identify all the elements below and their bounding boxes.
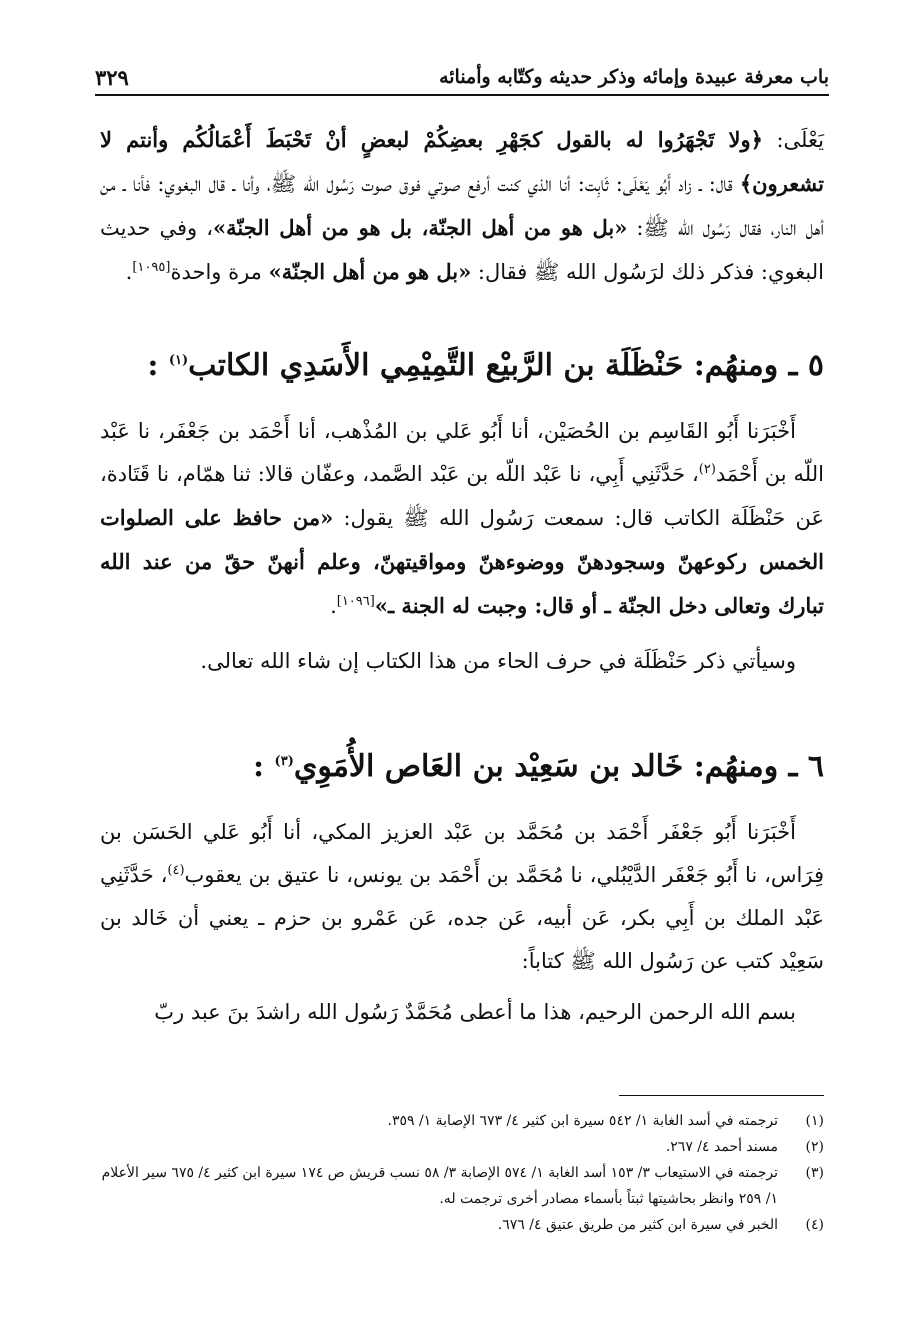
section-heading-6 <box>100 737 824 797</box>
hadith-quote: «من حافظ على الصلوات الخمس ركوعهنّ وسجودهنّ ووضوءهنّ ومواقيتهنّ، وعلم أنهنّ حقّ من عند الله تبارك وتعالى دخل الجنّة ـ أو قال: وجبت له الجنة ـ» <box>100 505 824 618</box>
heading-colon: : <box>147 348 169 383</box>
text-run: مرة واحدة <box>170 260 269 284</box>
running-header <box>95 60 829 96</box>
hadith-quote: «بل هو من أهل الجنّة» <box>268 259 472 284</box>
text-run: أَخْبَرَنا أَبُو جَعْفَر أَحْمَد بن مُحَمَّد بن عَبْد العزيز المكي، أنا أَبُو عَلي الحَسَن بن فِرَاس، نا أَبُو جَعْفَر الدَّيْبُلي، نا مُحَمَّد بن أَحْمَد بن يونس، نا عتيق بن يعقوب <box>100 820 824 887</box>
footnote-text: ترجمته في أسد الغابة ١/ ٥٤٢ سيرة ابن كثير ٤/ ٦٧٣ الإصابة ١/ ٣٥٩. <box>387 1113 778 1129</box>
footnote-text: ترجمته في الاستيعاب ٣/ ١٥٣ أسد الغابة ١/ ٥٧٤ الإصابة ٣/ ٥٨ نسب قريش ص ١٧٤ سيرة ابن كثير ٤/ ٦٧٥ سير الأعلام ١/ ٢٥٩ وانظر بحاشيتها ثبتاً بأسماء مصادر أخرى ترجمت له. <box>101 1165 778 1207</box>
section-6-letter: بسم الله الرحمن الرحيم، هذا ما أعطى مُحَمَّدٌ رَسُول الله راشدَ بنَ عبد ربّ <box>154 1000 796 1024</box>
footnote-number: (٢) <box>805 1139 824 1155</box>
heading-text: ٦ ـ ومنهُم: خَالد بن سَعِيْد بن العَاص الأُمَوِي <box>293 749 824 784</box>
hadith-number: [١٠٩٦] <box>336 594 375 609</box>
section-5-paragraph <box>100 410 824 628</box>
text-run: ، حَدَّثَنِي عَبْد الملك بن أَبِي بكر، عَن أبيه، عَن جده، عَن عَمْرو بن حزم ـ يعني أن خَالد بن سَعِيْد كتب عن رَسُول الله ﷺ كتاباً: <box>100 863 824 973</box>
footnote <box>100 1108 824 1134</box>
footnote-divider <box>619 1095 824 1096</box>
paragraph-continuation <box>100 118 824 294</box>
text-run: . <box>330 594 337 618</box>
section-6-paragraph <box>100 811 824 983</box>
footnote-ref: (٣) <box>274 754 294 769</box>
text-run: ، وفي حديث البغوي: فذكر ذلك لرَسُول الله ﷺ فقال: <box>100 216 824 284</box>
text-run: . <box>125 260 133 284</box>
footnote-text: مسند أحمد ٤/ ٢٦٧. <box>665 1139 778 1155</box>
hadith-number: [١٠٩٥] <box>132 260 171 275</box>
footnote-ref: (٤) <box>167 863 185 878</box>
text-run: قال: ـ زاد أَبُو يَعْلَى: ثَابِت: أنا الذي كنت أرفع صوتي فوق صوت رَسُول الله ﷺ، وأنا ـ قال البغوي: فأنا ـ من أهل النار، فقال رَسُول الله ﷺ: <box>100 172 824 240</box>
footnote-number: (٣) <box>805 1165 824 1181</box>
footnote-ref: (١) <box>168 353 189 368</box>
section-5-note: وسيأتي ذكر حَنْظَلَة في حرف الحاء من هذا الكتاب إن شاء الله تعالى. <box>200 649 796 673</box>
page-number: ٣٢٩ <box>95 64 129 90</box>
quran-quote: ﴿ولا تَجْهَرُوا له بالقول كجَهْرِ بعضِكُمْ لبعضٍ أنْ تَحْبَطَ أَعْمَالُكُم وأنتم لا تشعرون﴾ <box>100 127 824 196</box>
footnote-text: الخبر في سيرة ابن كثير من طريق عتيق ٤/ ٦٧٦. <box>497 1217 778 1233</box>
text-run: أَخْبَرَنا أَبُو القَاسِم بن الحُصَيْن، أنا أَبُو عَلي بن المُذْهب، أنا أَحْمَد بن جَعْفَر، نا عَبْد اللّه بن أَحْمَد <box>100 419 824 486</box>
footnote <box>100 1212 824 1238</box>
footnote-ref: (٢) <box>698 462 716 477</box>
footnote-number: (١) <box>805 1113 824 1129</box>
section-heading-5 <box>100 336 824 396</box>
chapter-title: باب معرفة عبيدة وإمائه وذكر حديثه وكتّابه وأمنائه <box>439 66 829 88</box>
text-run: يَعْلَى: <box>762 128 824 152</box>
footnote-number: (٤) <box>805 1217 824 1233</box>
text-run: ، حَدَّثَنِي أَبِي، نا عَبْد اللّه بن عَبْد الصَّمد، وعفّان قالا: ثنا همّام، نا قَتَادة، عَن حَنْظَلَة الكاتب قال: سمعت رَسُول الله ﷺ يقول: <box>100 462 825 530</box>
main-text <box>100 118 824 1034</box>
footnote <box>100 1134 824 1160</box>
heading-text: ٥ ـ ومنهُم: حَنْظَلَة بن الرَّبيْع التَّمِيْمِي الأَسَدِي الكاتب <box>188 348 824 383</box>
footnote <box>100 1160 824 1212</box>
heading-colon: : <box>253 749 275 784</box>
hadith-quote: «بل هو من أهل الجنّة، بل هو من أهل الجنّة» <box>213 215 628 240</box>
footnotes <box>100 1108 824 1238</box>
